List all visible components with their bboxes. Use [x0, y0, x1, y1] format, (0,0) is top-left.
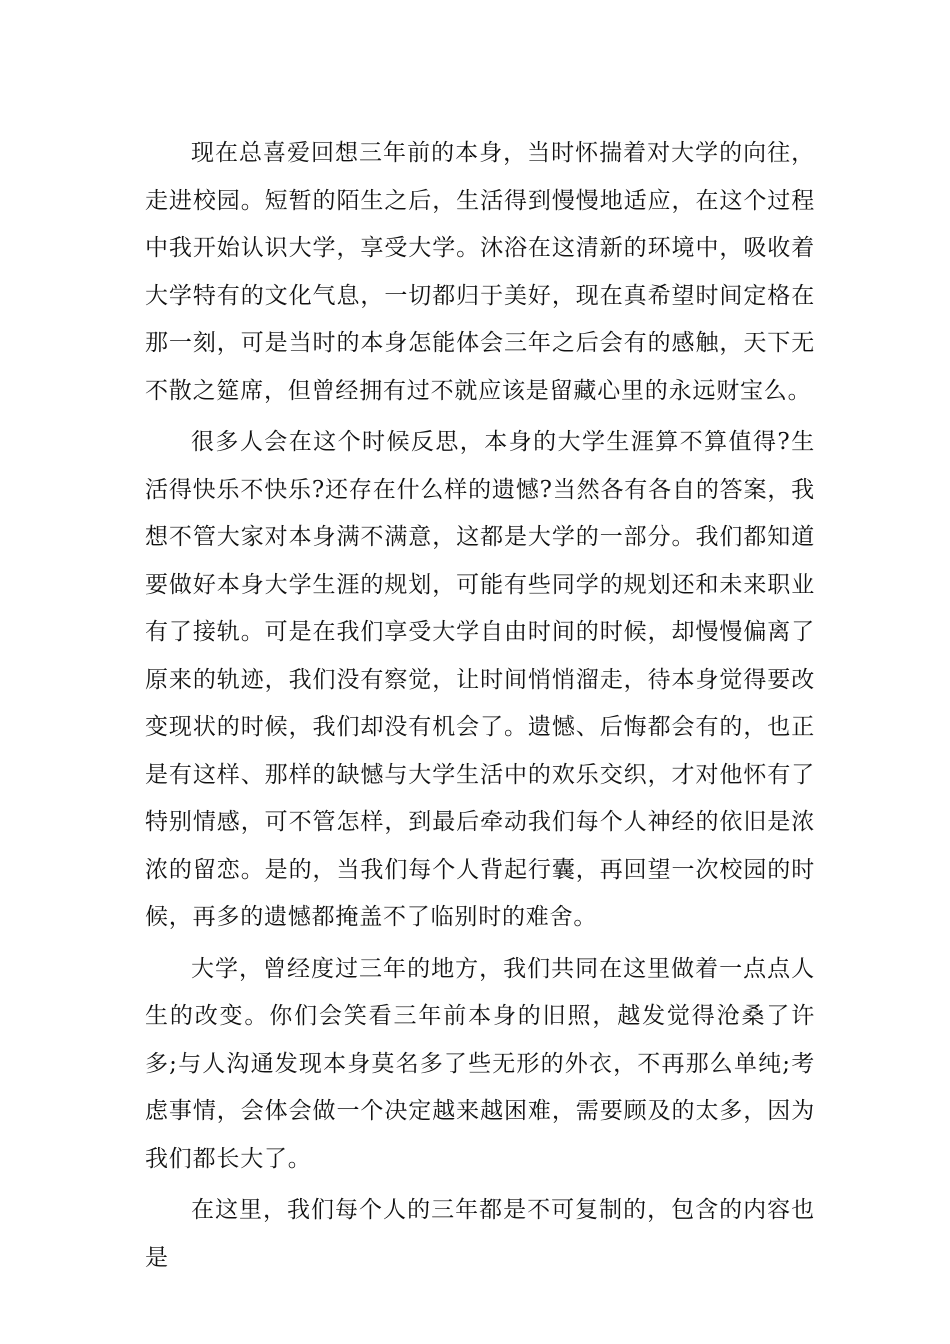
paragraph-1: 现在总喜爱回想三年前的本身，当时怀揣着对大学的向往，走进校园。短暂的陌生之后，生活得到慢慢地适应，在这个过程中我开始认识大学，享受大学。沐浴在这清新的环境中，吸收着大学特有的文化气息，一切都归于美好，现在真希望时间定格在那一刻，可是当时的本身怎能体会三年之后会有的感触，天下无不散之筵席，但曾经拥有过不就应该是留藏心里的永远财宝么。	[145, 140, 815, 404]
paragraph-4: 在这里，我们每个人的三年都是不可复制的，包含的内容也是	[145, 1197, 815, 1271]
paragraph-2: 很多人会在这个时候反思，本身的大学生涯算不算值得?生活得快乐不快乐?还存在什么样的遗憾?当然各有各自的答案，我想不管大家对本身满不满意，这都是大学的一部分。我们都知道要做好本身大学生涯的规划，可能有些同学的规划还和未来职业有了接轨。可是在我们享受大学自由时间的时候，却慢慢偏离了原来的轨迹，我们没有察觉，让时间悄悄溜走，待本身觉得要改变现状的时候，我们却没有机会了。遗憾、后悔都会有的，也正是有这样、那样的缺憾与大学生活中的欢乐交织，才对他怀有了特别情感，可不管怎样，到最后牵动我们每个人神经的依旧是浓浓的留恋。是的，当我们每个人背起行囊，再回望一次校园的时候，再多的遗憾都掩盖不了临别时的难舍。	[145, 429, 815, 930]
paragraph-3: 大学，曾经度过三年的地方，我们共同在这里做着一点点人生的改变。你们会笑看三年前本身的旧照，越发觉得沧桑了许多;与人沟通发现本身莫名多了些无形的外衣，不再那么单纯;考虑事情，会体会做一个决定越来越困难，需要顾及的太多，因为我们都长大了。	[145, 955, 815, 1172]
document-body	[145, 130, 815, 1286]
